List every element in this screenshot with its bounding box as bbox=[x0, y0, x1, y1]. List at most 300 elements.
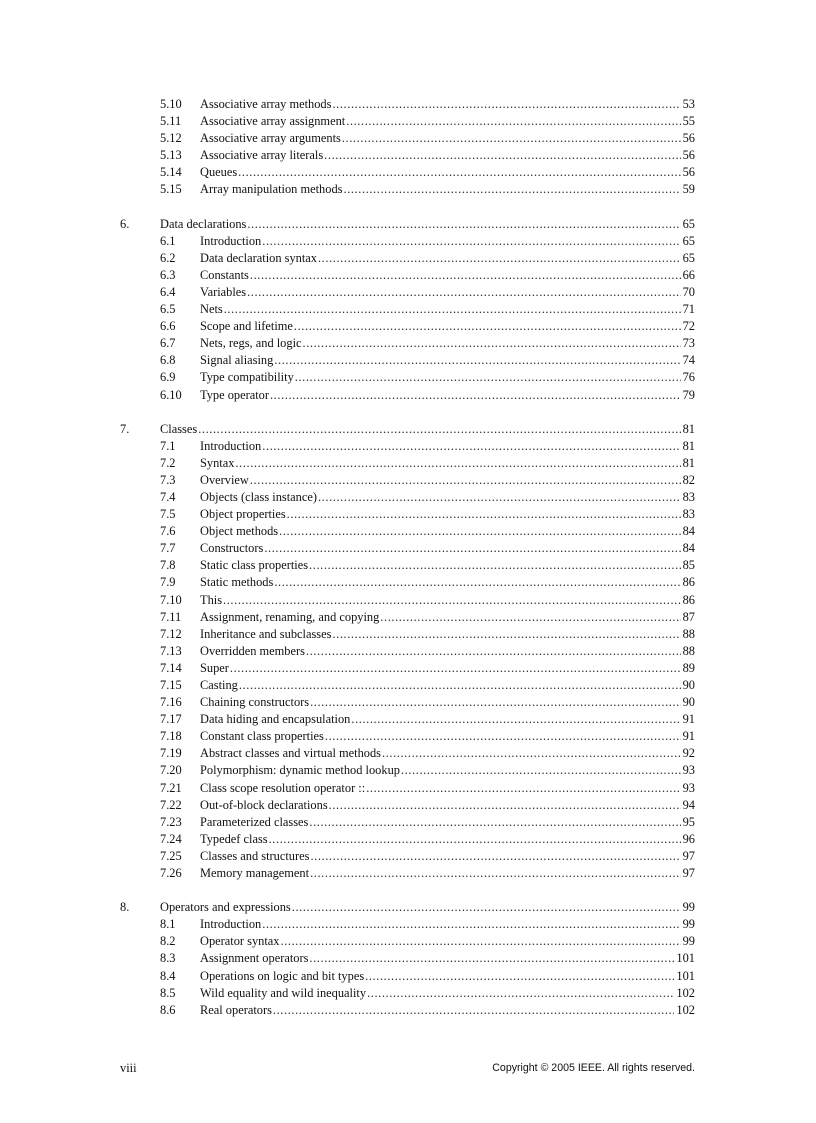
toc-entry-number: 7.15 bbox=[160, 678, 182, 692]
toc-entry-body bbox=[200, 284, 695, 301]
page-footer bbox=[120, 1061, 695, 1077]
toc-entry-body bbox=[200, 147, 695, 164]
toc-entry-body bbox=[200, 728, 695, 745]
toc-entry-number: 8.2 bbox=[160, 934, 176, 949]
toc-subsection-entry[interactable] bbox=[0, 489, 816, 506]
toc-entry-body bbox=[200, 113, 695, 130]
toc-entry-body bbox=[200, 352, 695, 369]
toc-entry-title: Nets bbox=[200, 302, 223, 317]
toc-entry-page-number: 81 bbox=[682, 421, 695, 436]
toc-entry-number: 7.10 bbox=[160, 592, 182, 607]
toc-entry-title: Constants bbox=[200, 267, 249, 282]
toc-entry-number: 5.13 bbox=[160, 148, 182, 163]
toc-entry-title: Constructors bbox=[200, 541, 264, 556]
toc-entry-title: Polymorphism: dynamic method lookup bbox=[200, 763, 400, 778]
toc-entry-body bbox=[200, 592, 695, 609]
dot-leader bbox=[274, 574, 680, 591]
dot-leader bbox=[367, 985, 674, 1002]
dot-leader bbox=[309, 814, 680, 831]
toc-subsection-entry[interactable] bbox=[0, 626, 816, 643]
toc-entry-body bbox=[200, 181, 695, 198]
toc-subsection-entry[interactable] bbox=[0, 865, 816, 882]
toc-entry-title: Signal aliasing bbox=[200, 353, 274, 368]
dot-leader bbox=[250, 267, 681, 284]
dot-leader bbox=[287, 506, 681, 523]
toc-entry-body bbox=[200, 250, 695, 267]
toc-subsection-entry[interactable] bbox=[0, 609, 816, 626]
toc-entry-page-number: 84 bbox=[682, 524, 695, 539]
toc-subsection-entry[interactable] bbox=[0, 540, 816, 557]
toc-entry-number: 8.5 bbox=[160, 985, 176, 1000]
toc-subsection-entry[interactable] bbox=[0, 968, 816, 985]
toc-entry-title: Abstract classes and virtual methods bbox=[200, 746, 381, 761]
toc-entry-number: 5.11 bbox=[160, 114, 182, 129]
toc-entry-page-number: 101 bbox=[676, 968, 695, 983]
toc-entry-page-number: 56 bbox=[682, 165, 695, 180]
toc-entry-title: Typedef class bbox=[200, 831, 268, 846]
toc-subsection-entry[interactable] bbox=[0, 301, 816, 318]
toc-entry-body bbox=[200, 745, 695, 762]
toc-entry-body bbox=[200, 780, 695, 797]
toc-entry-page-number: 73 bbox=[682, 336, 695, 351]
dot-leader bbox=[223, 592, 681, 609]
footer-page-number: viii bbox=[120, 1061, 137, 1075]
toc-subsection-entry[interactable] bbox=[0, 369, 816, 386]
dot-leader bbox=[401, 762, 681, 779]
toc-entry-title: Introduction bbox=[200, 438, 262, 453]
toc-entry-page-number: 56 bbox=[682, 131, 695, 146]
toc-entry-title: Classes bbox=[160, 421, 198, 436]
dot-leader bbox=[380, 609, 680, 626]
toc-entry-title: Wild equality and wild inequality bbox=[200, 985, 367, 1000]
dot-leader bbox=[238, 164, 680, 181]
toc-entry-body bbox=[200, 301, 695, 318]
toc-entry-title: Queues bbox=[200, 165, 238, 180]
toc-entry-title: Operators and expressions bbox=[160, 900, 291, 915]
toc-chapter-entry[interactable] bbox=[0, 899, 816, 916]
dot-leader bbox=[310, 694, 681, 711]
dot-leader bbox=[329, 797, 681, 814]
toc-subsection-entry[interactable] bbox=[0, 916, 816, 933]
toc-entry-number: 7.4 bbox=[160, 489, 176, 504]
dot-leader bbox=[270, 387, 681, 404]
toc-entry-page-number: 66 bbox=[682, 267, 695, 282]
toc-entry-page-number: 72 bbox=[682, 319, 695, 334]
toc-entry-number: 7.1 bbox=[160, 438, 176, 453]
toc-entry-number: 7.9 bbox=[160, 575, 176, 590]
toc-entry-body bbox=[160, 216, 695, 233]
toc-entry-page-number: 95 bbox=[682, 814, 695, 829]
toc-entry-body bbox=[200, 472, 695, 489]
dot-leader bbox=[224, 301, 681, 318]
toc-entry-number: 7.20 bbox=[160, 763, 182, 778]
toc-entry-number: 5.12 bbox=[160, 131, 182, 146]
toc-entry-page-number: 79 bbox=[682, 387, 695, 402]
toc-entry-number: 7.14 bbox=[160, 660, 182, 675]
toc-entry-page-number: 82 bbox=[682, 472, 695, 487]
table-of-contents bbox=[0, 96, 816, 1036]
toc-entry-title: Constant class properties bbox=[200, 729, 324, 744]
toc-entry-body bbox=[200, 626, 695, 643]
toc-entry-page-number: 53 bbox=[682, 97, 695, 111]
toc-entry-body bbox=[200, 831, 695, 848]
toc-subsection-entry[interactable] bbox=[0, 335, 816, 352]
toc-entry-body bbox=[200, 506, 695, 523]
toc-entry-number: 7.8 bbox=[160, 558, 176, 573]
toc-entry-title: Data declarations bbox=[160, 216, 247, 231]
toc-entry-number: 8.3 bbox=[160, 951, 176, 966]
toc-entry-number: 7.12 bbox=[160, 626, 182, 641]
toc-subsection-entry[interactable] bbox=[0, 387, 816, 404]
toc-entry-title: Overridden members bbox=[200, 643, 305, 658]
toc-entry-number: 5.10 bbox=[160, 97, 182, 111]
toc-entry-page-number: 84 bbox=[682, 541, 695, 556]
toc-entry-number: 7.6 bbox=[160, 524, 176, 539]
toc-entry-body bbox=[200, 848, 695, 865]
toc-entry-page-number: 99 bbox=[682, 917, 695, 932]
dot-leader bbox=[309, 950, 674, 967]
toc-subsection-entry[interactable] bbox=[0, 267, 816, 284]
dot-leader bbox=[332, 626, 680, 643]
toc-entry-body bbox=[200, 968, 695, 985]
toc-entry-title: Classes and structures bbox=[200, 848, 310, 863]
toc-entry-page-number: 94 bbox=[682, 797, 695, 812]
toc-entry-number: 5.14 bbox=[160, 165, 182, 180]
toc-entry-title: Class scope resolution operator :: bbox=[200, 780, 366, 795]
toc-entry-body bbox=[200, 711, 695, 728]
toc-entry-body bbox=[200, 694, 695, 711]
toc-entry-number: 7.13 bbox=[160, 643, 182, 658]
toc-entry-number: 7.16 bbox=[160, 695, 182, 710]
toc-entry-number: 7.5 bbox=[160, 507, 176, 522]
dot-leader bbox=[292, 899, 681, 916]
toc-entry-title: Associative array assignment bbox=[200, 114, 346, 129]
dot-leader bbox=[309, 557, 681, 574]
toc-subsection-entry[interactable] bbox=[0, 96, 816, 113]
dot-leader bbox=[235, 455, 680, 472]
toc-entry-page-number: 70 bbox=[682, 284, 695, 299]
toc-entry-number: 7.7 bbox=[160, 541, 176, 556]
toc-entry-number: 6. bbox=[120, 216, 130, 231]
toc-entry-body bbox=[200, 387, 695, 404]
toc-entry-page-number: 83 bbox=[682, 489, 695, 504]
toc-entry-page-number: 76 bbox=[682, 370, 695, 385]
toc-entry-number: 5.15 bbox=[160, 182, 182, 197]
toc-entry-title: Introduction bbox=[200, 233, 262, 248]
dot-leader bbox=[264, 540, 680, 557]
toc-entry-title: Operations on logic and bit types bbox=[200, 968, 365, 983]
dot-leader bbox=[318, 489, 681, 506]
toc-subsection-entry[interactable] bbox=[0, 711, 816, 728]
toc-entry-page-number: 81 bbox=[682, 455, 695, 470]
toc-entry-title: Assignment, renaming, and copying bbox=[200, 609, 380, 624]
toc-entry-page-number: 101 bbox=[676, 951, 695, 966]
toc-entry-number: 8.4 bbox=[160, 968, 176, 983]
toc-subsection-entry[interactable] bbox=[0, 147, 816, 164]
toc-entry-title: Operator syntax bbox=[200, 934, 280, 949]
toc-subsection-entry[interactable] bbox=[0, 574, 816, 591]
toc-entry-page-number: 55 bbox=[682, 114, 695, 129]
toc-entry-title: Data hiding and encapsulation bbox=[200, 712, 351, 727]
toc-entry-body bbox=[200, 438, 695, 455]
footer-copyright: Copyright © 2005 IEEE. All rights reserved. bbox=[492, 1062, 695, 1074]
toc-entry-page-number: 96 bbox=[682, 831, 695, 846]
toc-entry-title: Memory management bbox=[200, 866, 310, 881]
dot-leader bbox=[274, 352, 680, 369]
toc-entry-page-number: 83 bbox=[682, 507, 695, 522]
toc-entry-body bbox=[200, 318, 695, 335]
toc-entry-number: 8.6 bbox=[160, 1002, 176, 1017]
toc-entry-number: 7.11 bbox=[160, 609, 182, 624]
toc-entry-body bbox=[200, 933, 695, 950]
toc-entry-number: 7.17 bbox=[160, 712, 182, 727]
toc-entry-page-number: 93 bbox=[682, 780, 695, 795]
toc-entry-body bbox=[200, 916, 695, 933]
toc-entry-title: Super bbox=[200, 660, 229, 675]
toc-entry-number: 6.4 bbox=[160, 284, 176, 299]
toc-entry-number: 6.9 bbox=[160, 370, 176, 385]
toc-entry-page-number: 87 bbox=[682, 609, 695, 624]
toc-entry-page-number: 90 bbox=[682, 678, 695, 692]
toc-subsection-entry[interactable] bbox=[0, 523, 816, 540]
toc-subsection-entry[interactable] bbox=[0, 181, 816, 198]
dot-leader bbox=[332, 96, 680, 113]
toc-entry-page-number: 102 bbox=[676, 1002, 695, 1017]
dot-leader bbox=[343, 181, 680, 198]
toc-entry-page-number: 90 bbox=[682, 695, 695, 710]
dot-leader bbox=[382, 745, 681, 762]
toc-subsection-entry[interactable] bbox=[0, 728, 816, 745]
toc-section bbox=[0, 96, 816, 199]
toc-entry-title: Introduction bbox=[200, 917, 262, 932]
toc-entry-body bbox=[200, 369, 695, 386]
toc-entry-page-number: 97 bbox=[682, 848, 695, 863]
toc-entry-number: 6.10 bbox=[160, 387, 182, 402]
toc-entry-page-number: 99 bbox=[682, 900, 695, 915]
toc-subsection-entry[interactable] bbox=[0, 113, 816, 130]
toc-subsection-entry[interactable] bbox=[0, 284, 816, 301]
toc-entry-number: 7.21 bbox=[160, 780, 182, 795]
toc-entry-body bbox=[160, 899, 695, 916]
toc-entry-page-number: 97 bbox=[682, 866, 695, 881]
toc-chapter-entry[interactable] bbox=[0, 421, 816, 438]
toc-entry-page-number: 65 bbox=[682, 233, 695, 248]
toc-entry-number: 7.24 bbox=[160, 831, 182, 846]
toc-entry-body bbox=[200, 762, 695, 779]
toc-subsection-entry[interactable] bbox=[0, 780, 816, 797]
dot-leader bbox=[346, 113, 680, 130]
toc-entry-page-number: 102 bbox=[676, 985, 695, 1000]
toc-subsection-entry[interactable] bbox=[0, 352, 816, 369]
toc-entry-title: Associative array methods bbox=[200, 97, 332, 111]
toc-subsection-entry[interactable] bbox=[0, 472, 816, 489]
toc-entry-page-number: 91 bbox=[682, 729, 695, 744]
toc-entry-number: 6.1 bbox=[160, 233, 176, 248]
toc-entry-page-number: 91 bbox=[682, 712, 695, 727]
dot-leader bbox=[351, 711, 680, 728]
toc-section bbox=[0, 216, 816, 404]
dot-leader bbox=[273, 1002, 675, 1019]
toc-entry-body bbox=[200, 164, 695, 181]
toc-entry-page-number: 99 bbox=[682, 934, 695, 949]
toc-entry-title: Assignment operators bbox=[200, 951, 309, 966]
toc-entry-body bbox=[200, 814, 695, 831]
dot-leader bbox=[342, 130, 681, 147]
toc-subsection-entry[interactable] bbox=[0, 848, 816, 865]
toc-entry-number: 6.6 bbox=[160, 319, 176, 334]
toc-entry-page-number: 56 bbox=[682, 148, 695, 163]
toc-subsection-entry[interactable] bbox=[0, 130, 816, 147]
toc-entry-title: Out-of-block declarations bbox=[200, 797, 328, 812]
toc-entry-number: 8.1 bbox=[160, 917, 176, 932]
toc-entry-title: Associative array arguments bbox=[200, 131, 341, 146]
toc-entry-title: Parameterized classes bbox=[200, 814, 309, 829]
toc-entry-page-number: 65 bbox=[682, 250, 695, 265]
toc-entry-title: Associative array literals bbox=[200, 148, 324, 163]
toc-entry-title: Scope and lifetime bbox=[200, 319, 293, 334]
toc-entry-page-number: 65 bbox=[682, 216, 695, 231]
toc-subsection-entry[interactable] bbox=[0, 950, 816, 967]
toc-section bbox=[0, 899, 816, 1019]
dot-leader bbox=[303, 335, 681, 352]
toc-subsection-entry[interactable] bbox=[0, 438, 816, 455]
toc-entry-number: 7.25 bbox=[160, 848, 182, 863]
toc-entry-body bbox=[200, 557, 695, 574]
toc-entry-title: Type compatibility bbox=[200, 370, 294, 385]
toc-entry-page-number: 86 bbox=[682, 575, 695, 590]
toc-entry-title: Array manipulation methods bbox=[200, 182, 343, 197]
toc-subsection-entry[interactable] bbox=[0, 250, 816, 267]
toc-entry-title: Type operator bbox=[200, 387, 269, 402]
toc-entry-body bbox=[200, 489, 695, 506]
toc-entry-number: 7.26 bbox=[160, 866, 182, 881]
toc-entry-body bbox=[200, 1002, 695, 1019]
toc-subsection-entry[interactable] bbox=[0, 677, 816, 694]
toc-entry-body bbox=[200, 797, 695, 814]
toc-entry-title: Object properties bbox=[200, 507, 286, 522]
toc-section bbox=[0, 421, 816, 883]
toc-entry-body bbox=[200, 660, 695, 677]
dot-leader bbox=[269, 831, 681, 848]
toc-entry-number: 7.3 bbox=[160, 472, 176, 487]
toc-entry-body bbox=[200, 335, 695, 352]
toc-entry-title: Overview bbox=[200, 472, 249, 487]
toc-entry-title: Static class properties bbox=[200, 558, 309, 573]
toc-subsection-entry[interactable] bbox=[0, 643, 816, 660]
toc-entry-body bbox=[200, 233, 695, 250]
toc-entry-number: 8. bbox=[120, 900, 130, 915]
dot-leader bbox=[325, 728, 681, 745]
dot-leader bbox=[247, 216, 680, 233]
dot-leader bbox=[198, 421, 680, 438]
toc-entry-number: 6.2 bbox=[160, 250, 176, 265]
toc-entry-body bbox=[160, 421, 695, 438]
toc-subsection-entry[interactable] bbox=[0, 985, 816, 1002]
dot-leader bbox=[306, 643, 681, 660]
toc-entry-body bbox=[200, 574, 695, 591]
toc-subsection-entry[interactable] bbox=[0, 592, 816, 609]
dot-leader bbox=[239, 677, 681, 694]
toc-entry-number: 6.7 bbox=[160, 336, 176, 351]
toc-subsection-entry[interactable] bbox=[0, 660, 816, 677]
toc-entry-body bbox=[200, 455, 695, 472]
toc-entry-page-number: 89 bbox=[682, 660, 695, 675]
toc-entry-page-number: 88 bbox=[682, 643, 695, 658]
toc-entry-title: Syntax bbox=[200, 455, 235, 470]
toc-subsection-entry[interactable] bbox=[0, 694, 816, 711]
toc-entry-body bbox=[200, 540, 695, 557]
toc-subsection-entry[interactable] bbox=[0, 506, 816, 523]
dot-leader bbox=[310, 848, 680, 865]
toc-subsection-entry[interactable] bbox=[0, 318, 816, 335]
toc-entry-body bbox=[200, 96, 695, 113]
toc-entry-title: Casting bbox=[200, 678, 238, 692]
toc-entry-page-number: 81 bbox=[682, 438, 695, 453]
toc-subsection-entry[interactable] bbox=[0, 831, 816, 848]
toc-entry-title: Chaining constructors bbox=[200, 695, 310, 710]
toc-entry-body bbox=[200, 609, 695, 626]
toc-entry-page-number: 74 bbox=[682, 353, 695, 368]
toc-subsection-entry[interactable] bbox=[0, 164, 816, 181]
dot-leader bbox=[280, 933, 680, 950]
toc-subsection-entry[interactable] bbox=[0, 762, 816, 779]
dot-leader bbox=[295, 369, 681, 386]
dot-leader bbox=[318, 250, 681, 267]
toc-entry-body bbox=[200, 677, 695, 694]
toc-entry-number: 7.18 bbox=[160, 729, 182, 744]
toc-entry-title: Object methods bbox=[200, 524, 279, 539]
toc-subsection-entry[interactable] bbox=[0, 745, 816, 762]
toc-subsection-entry[interactable] bbox=[0, 1002, 816, 1019]
dot-leader bbox=[247, 284, 681, 301]
toc-entry-title: This bbox=[200, 592, 223, 607]
toc-entry-number: 6.8 bbox=[160, 353, 176, 368]
toc-entry-number: 7. bbox=[120, 421, 130, 436]
toc-subsection-entry[interactable] bbox=[0, 797, 816, 814]
toc-entry-number: 7.22 bbox=[160, 797, 182, 812]
toc-entry-number: 6.5 bbox=[160, 302, 176, 317]
toc-subsection-entry[interactable] bbox=[0, 233, 816, 250]
dot-leader bbox=[366, 780, 680, 797]
toc-entry-title: Nets, regs, and logic bbox=[200, 336, 302, 351]
toc-entry-title: Real operators bbox=[200, 1002, 272, 1017]
dot-leader bbox=[262, 438, 680, 455]
toc-entry-page-number: 92 bbox=[682, 746, 695, 761]
toc-entry-body bbox=[200, 267, 695, 284]
toc-entry-title: Static methods bbox=[200, 575, 274, 590]
toc-subsection-entry[interactable] bbox=[0, 933, 816, 950]
toc-entry-body bbox=[200, 643, 695, 660]
toc-entry-title: Objects (class instance) bbox=[200, 489, 317, 504]
toc-entry-title: Variables bbox=[200, 284, 247, 299]
dot-leader bbox=[230, 660, 681, 677]
toc-subsection-entry[interactable] bbox=[0, 455, 816, 472]
toc-chapter-entry[interactable] bbox=[0, 216, 816, 233]
toc-entry-title: Data declaration syntax bbox=[200, 250, 317, 265]
toc-subsection-entry[interactable] bbox=[0, 557, 816, 574]
toc-entry-body bbox=[200, 950, 695, 967]
dot-leader bbox=[262, 233, 680, 250]
toc-subsection-entry[interactable] bbox=[0, 814, 816, 831]
toc-entry-page-number: 71 bbox=[682, 302, 695, 317]
toc-entry-page-number: 88 bbox=[682, 626, 695, 641]
toc-entry-page-number: 59 bbox=[682, 182, 695, 197]
toc-entry-page-number: 93 bbox=[682, 763, 695, 778]
toc-entry-number: 7.23 bbox=[160, 814, 182, 829]
dot-leader bbox=[250, 472, 681, 489]
dot-leader bbox=[365, 968, 674, 985]
toc-entry-page-number: 86 bbox=[682, 592, 695, 607]
